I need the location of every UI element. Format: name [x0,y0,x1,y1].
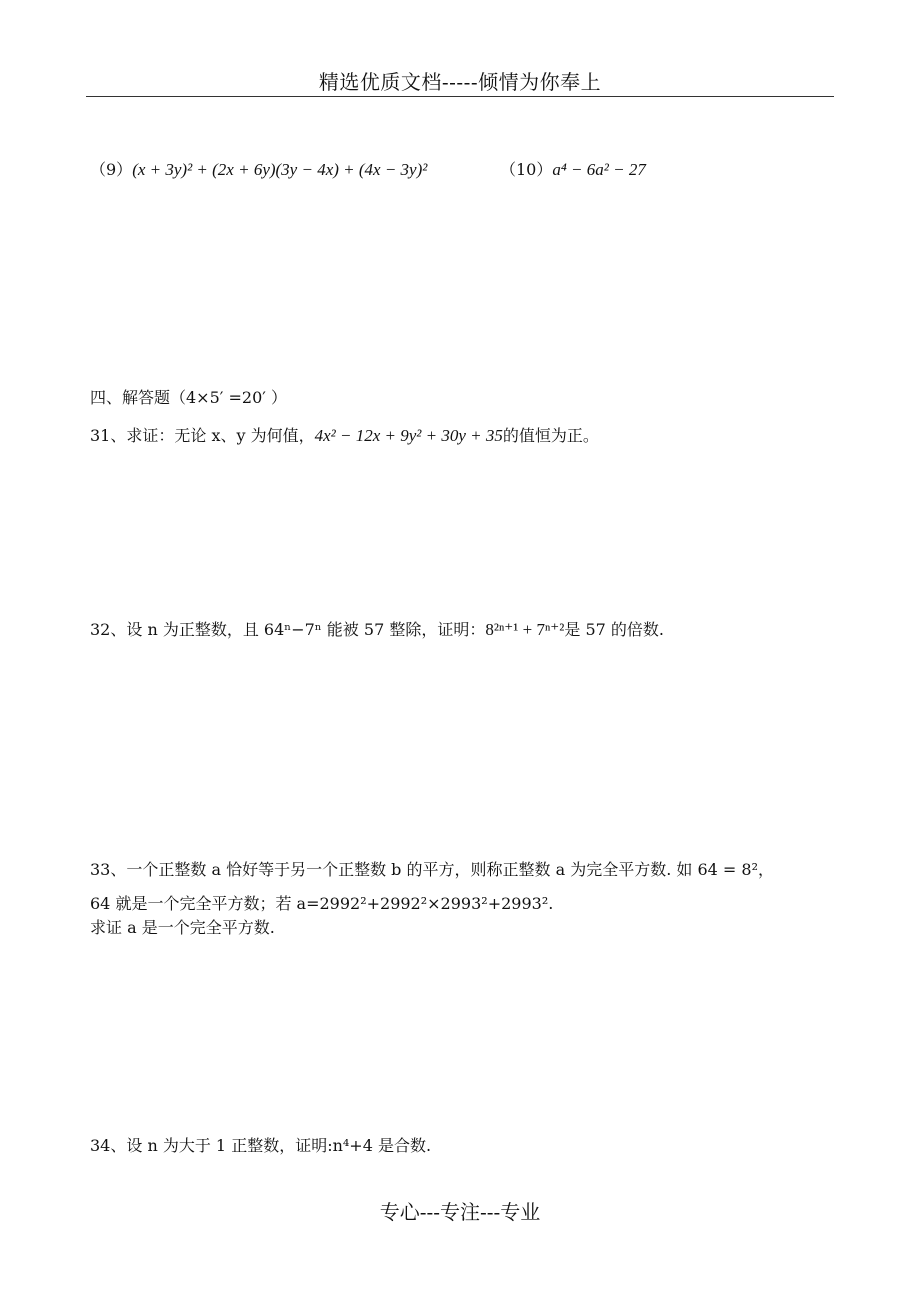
question-31-suffix: 的值恒为正。 [502,426,599,445]
page-header-title: 精选优质文档-----倾情为你奉上 [318,70,602,94]
problem-10-expression: a⁴ − 6a² − 27 [552,160,646,179]
question-33-line-2: 64 就是一个完全平方数；若 a=2992²+2992²×2993²+2993². [90,894,554,913]
question-32-prefix: 32、设 n 为正整数，且 64ⁿ−7ⁿ 能被 57 整除，证明： [90,620,486,639]
section-heading: 四、解答题（4×5′ =20′ ） [90,388,287,407]
question-31 [90,426,599,446]
question-33-line-1: 33、一个正整数 a 恰好等于另一个正整数 b 的平方，则称正整数 a 为完全平方数. 如 64 = 8²， [90,860,774,879]
problem-9-expression: (x + 3y)² + (2x + 6y)(3y − 4x) + (4x − 3y)² [132,160,428,179]
problem-9-label: （9） [90,160,133,179]
question-32-expression: 8²ⁿ⁺¹ + 7ⁿ⁺² [485,620,565,639]
question-32 [90,620,664,640]
question-31-expression: 4x² − 12x + 9y² + 30y + 35 [314,426,503,445]
question-32-suffix: 是 57 的倍数. [564,620,665,639]
question-34: 34、设 n 为大于 1 正整数，证明:n⁴+4 是合数. [90,1136,432,1155]
header-divider [86,96,834,97]
page-footer: 专心---专注---专业 [379,1200,541,1224]
problem-10-label: （10） [500,160,553,179]
problem-10 [500,160,646,180]
question-31-prefix: 31、求证：无论 x、y 为何值， [90,426,315,445]
problem-9 [90,160,427,180]
question-33-line-3: 求证 a 是一个完全平方数. [90,918,275,937]
